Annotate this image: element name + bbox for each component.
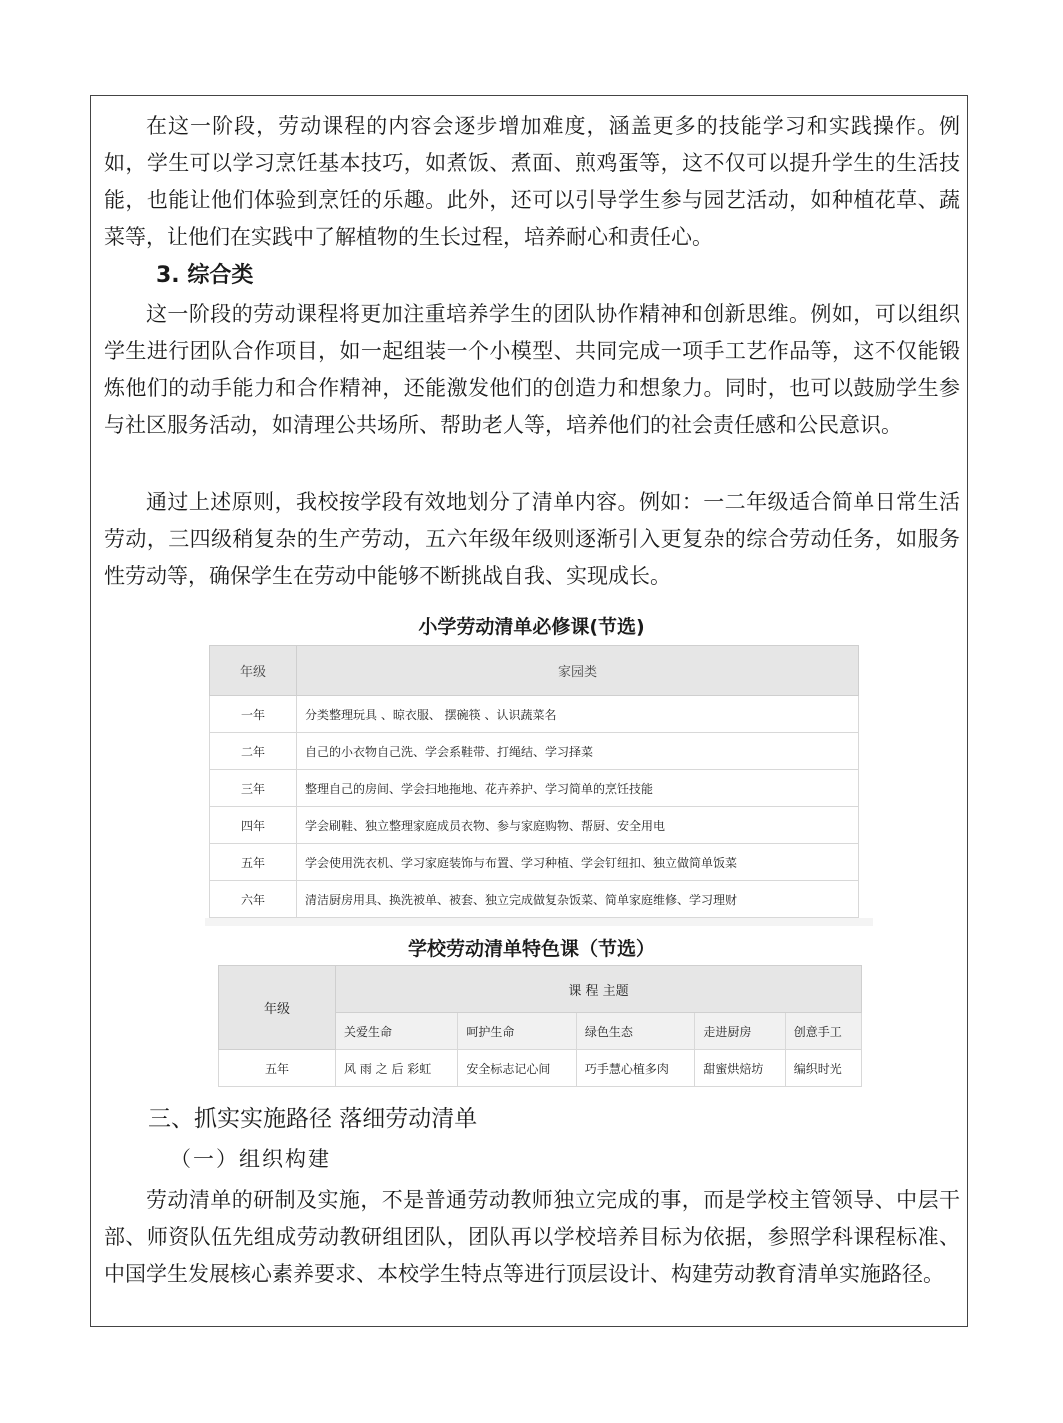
table-row xyxy=(210,844,859,881)
course-cell: 甜蜜烘焙坊 xyxy=(695,1050,785,1087)
table-row xyxy=(219,1050,862,1087)
header-category: 家园类 xyxy=(297,646,859,696)
table1-title: 小学劳动清单必修课(节选) xyxy=(418,616,645,638)
paragraph-organization: 劳动清单的研制及实施，不是普通劳动教师独立完成的事，而是学校主管领导、中层干部、师资队伍先组成劳动教研组团队，团队再以学校培养目标为依据，参照学科课程标准、中国学生发展核心素养要求、本校学生特点等进行顶层设计、构建劳动教育清单实施路径。 xyxy=(104,1188,960,1286)
theme-cell: 创意手工 xyxy=(785,1013,861,1050)
paragraph-comprehensive: 这一阶段的劳动课程将更加注重培养学生的团队协作精神和创新思维。例如，可以组织学生进行团队合作项目，如一起组装一个小模型、共同完成一项手工艺作品等，这不仅能锻炼他们的动手能力和合作精神，还能激发他们的创造力和想象力。同时，也可以鼓励学生参与社区服务活动，如清理公共场所、帮助老人等，培养他们的社会责任感和公民意识。 xyxy=(104,302,960,437)
grade-cell: 五年 xyxy=(210,844,297,881)
grade-cell: 五年 xyxy=(219,1050,336,1087)
table-row xyxy=(210,696,859,733)
required-course-table xyxy=(209,645,859,918)
course-cell: 安全标志记心间 xyxy=(458,1050,577,1087)
table-row xyxy=(210,733,859,770)
grade-cell: 一年 xyxy=(210,696,297,733)
table-row xyxy=(210,881,859,918)
section-title: 三、抓实实施路径 落细劳动清单 xyxy=(148,1106,478,1132)
table-row xyxy=(210,807,859,844)
table-header-row xyxy=(219,966,862,1013)
course-cell: 风 雨 之 后 彩虹 xyxy=(336,1050,458,1087)
content-cell: 分类整理玩具 、晾衣服、 摆碗筷 、认识蔬菜名 xyxy=(297,696,859,733)
table-header-row xyxy=(210,646,859,696)
subsection-title: （一）组织构建 xyxy=(170,1147,331,1171)
content-cell: 自己的小衣物自己洗、学会系鞋带、打绳结、学习择菜 xyxy=(297,733,859,770)
theme-cell: 走进厨房 xyxy=(695,1013,785,1050)
grade-cell: 六年 xyxy=(210,881,297,918)
course-cell: 巧手慧心植多肉 xyxy=(576,1050,695,1087)
theme-cell: 呵护生命 xyxy=(458,1013,577,1050)
table-row xyxy=(210,770,859,807)
course-cell: 编织时光 xyxy=(785,1050,861,1087)
theme-cell: 绿色生态 xyxy=(576,1013,695,1050)
featured-course-table xyxy=(218,965,862,1087)
header-grade: 年级 xyxy=(219,966,336,1050)
content-cell: 学会刷鞋、独立整理家庭成员衣物、参与家庭购物、帮厨、安全用电 xyxy=(297,807,859,844)
header-grade: 年级 xyxy=(210,646,297,696)
paragraph-skills: 在这一阶段，劳动课程的内容会逐步增加难度，涵盖更多的技能学习和实践操作。例如，学生可以学习烹饪基本技巧，如煮饭、煮面、煎鸡蛋等，这不仅可以提升学生的生活技能，也能让他们体验到烹饪的乐趣。此外，还可以引导学生参与园艺活动，如种植花草、蔬菜等，让他们在实践中了解植物的生长过程，培养耐心和责任心。 xyxy=(104,114,960,249)
table-divider xyxy=(205,918,873,926)
table2-title: 学校劳动清单特色课（节选） xyxy=(407,938,655,960)
content-cell: 清洁厨房用具、换洗被单、被套、独立完成做复杂饭菜、简单家庭维修、学习理财 xyxy=(297,881,859,918)
content-cell: 学会使用洗衣机、学习家庭装饰与布置、学习种植、学会钉纽扣、独立做简单饭菜 xyxy=(297,844,859,881)
theme-cell: 关爱生命 xyxy=(336,1013,458,1050)
grade-cell: 四年 xyxy=(210,807,297,844)
content-cell: 整理自己的房间、学会扫地拖地、花卉养护、学习简单的烹饪技能 xyxy=(297,770,859,807)
grade-cell: 二年 xyxy=(210,733,297,770)
heading-comprehensive: 3. 综合类 xyxy=(156,263,254,288)
header-theme: 课 程 主题 xyxy=(336,966,862,1013)
paragraph-division: 通过上述原则，我校按学段有效地划分了清单内容。例如：一二年级适合简单日常生活劳动，三四级稍复杂的生产劳动，五六年级年级则逐渐引入更复杂的综合劳动任务，如服务性劳动等，确保学生在劳动中能够不断挑战自我、实现成长。 xyxy=(104,490,960,588)
grade-cell: 三年 xyxy=(210,770,297,807)
